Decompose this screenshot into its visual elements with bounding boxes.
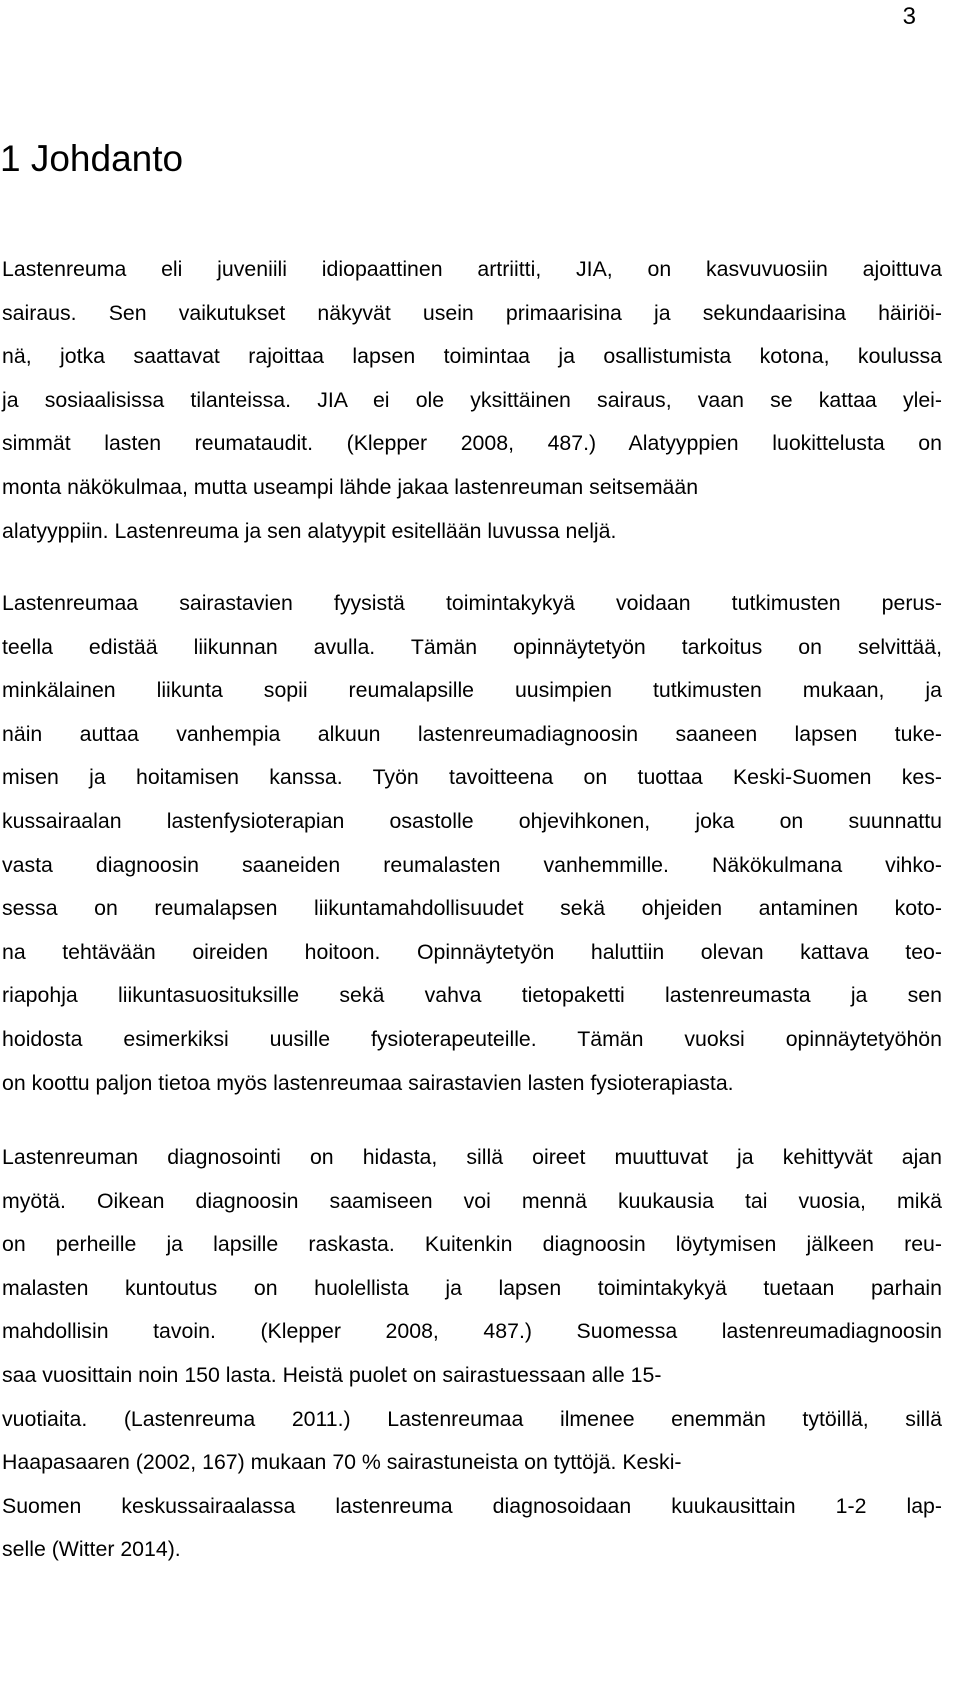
text-line: on koottu paljon tietoa myös lastenreumaa sairastavien lasten fysioterapiasta. [2,1070,734,1095]
text-line: simmät lasten reumataudit. (Klepper 2008, 487.) Alatyyppien luokittelusta on [2,431,942,456]
text-line: vuotiaita. (Lastenreuma 2011.) Lastenreumaa ilmenee enemmän tytöillä, sillä [2,1406,942,1431]
body-text [2,582,942,1105]
text-line: saa vuosittain noin 150 lasta. Heistä puolet on sairastuessaan alle 15- [2,1362,662,1387]
page-number: 3 [902,3,916,30]
text-line: myötä. Oikean diagnoosin saamiseen voi mennä kuukausia tai vuosia, mikä [2,1188,942,1213]
text-line: riapohja liikuntasuosituksille sekä vahva tietopaketti lastenreumasta ja sen [2,983,942,1008]
paragraph-2 [2,582,942,1105]
body-text [2,248,942,553]
text-line: ja sosiaalisissa tilanteissa. JIA ei ole yksittäinen sairaus, vaan se kattaa ylei- [2,387,942,412]
text-line: Haapasaaren (2002, 167) mukaan 70 % sairastuneista on tyttöjä. Keski- [2,1450,682,1475]
text-line: näin auttaa vanhempia alkuun lastenreumadiagnoosin saaneen lapsen tuke- [2,721,942,746]
text-line: alatyyppiin. Lastenreuma ja sen alatyypit esitellään luvussa neljä. [2,518,617,543]
text-line: Lastenreuma eli juveniili idiopaattinen artriitti, JIA, on kasvuvuosiin ajoittuva [2,257,942,281]
text-line: Suomen keskussairaalassa lastenreuma diagnosoidaan kuukausittain 1-2 lap- [2,1493,942,1518]
text-line: teella edistää liikunnan avulla. Tämän opinnäytetyön tarkoitus on selvittää, [2,634,942,659]
text-line: mahdollisin tavoin. (Klepper 2008, 487.) Suomessa lastenreumadiagnoosin [2,1319,942,1344]
text-line: malasten kuntoutus on huolellista ja lapsen toimintakykyä tuetaan parhain [2,1275,942,1300]
text-line: on perheille ja lapsille raskasta. Kuitenkin diagnoosin löytymisen jälkeen reu- [2,1232,942,1257]
body-text [2,1136,942,1572]
paragraph-1 [2,248,942,553]
text-line: sessa on reumalapsen liikuntamahdollisuudet sekä ohjeiden antaminen koto- [2,896,942,921]
section-heading: 1 Johdanto [0,138,184,179]
text-line: sairaus. Sen vaikutukset näkyvät usein primaarisina ja sekundaarisina häiriöi- [2,300,942,325]
text-line: monta näkökulmaa, mutta useampi lähde jakaa lastenreuman seitsemään [2,474,699,499]
text-line: vasta diagnoosin saaneiden reumalasten vanhemmille. Näkökulmana vihko- [2,852,942,877]
text-line: Lastenreuman diagnosointi on hidasta, sillä oireet muuttuvat ja kehittyvät ajan [2,1145,942,1169]
text-line: nä, jotka saattavat rajoittaa lapsen toimintaa ja osallistumista kotona, koulussa [2,344,942,369]
text-line: Lastenreumaa sairastavien fyysistä toimintakykyä voidaan tutkimusten perus- [2,591,942,615]
text-line: misen ja hoitamisen kanssa. Työn tavoitteena on tuottaa Keski-Suomen kes- [2,765,942,790]
text-line: hoidosta esimerkiksi uusille fysioterapeuteille. Tämän vuoksi opinnäytetyöhön [2,1026,942,1051]
text-line: kussairaalan lastenfysioterapian osastolle ohjevihkonen, joka on suunnattu [2,808,942,833]
text-line: na tehtävään oireiden hoitoon. Opinnäytetyön haluttiin olevan kattava teo- [2,939,942,964]
text-line: minkälainen liikunta sopii reumalapsille uusimpien tutkimusten mukaan, ja [2,678,942,703]
paragraph-3 [2,1136,942,1572]
text-line: selle (Witter 2014). [2,1537,181,1562]
